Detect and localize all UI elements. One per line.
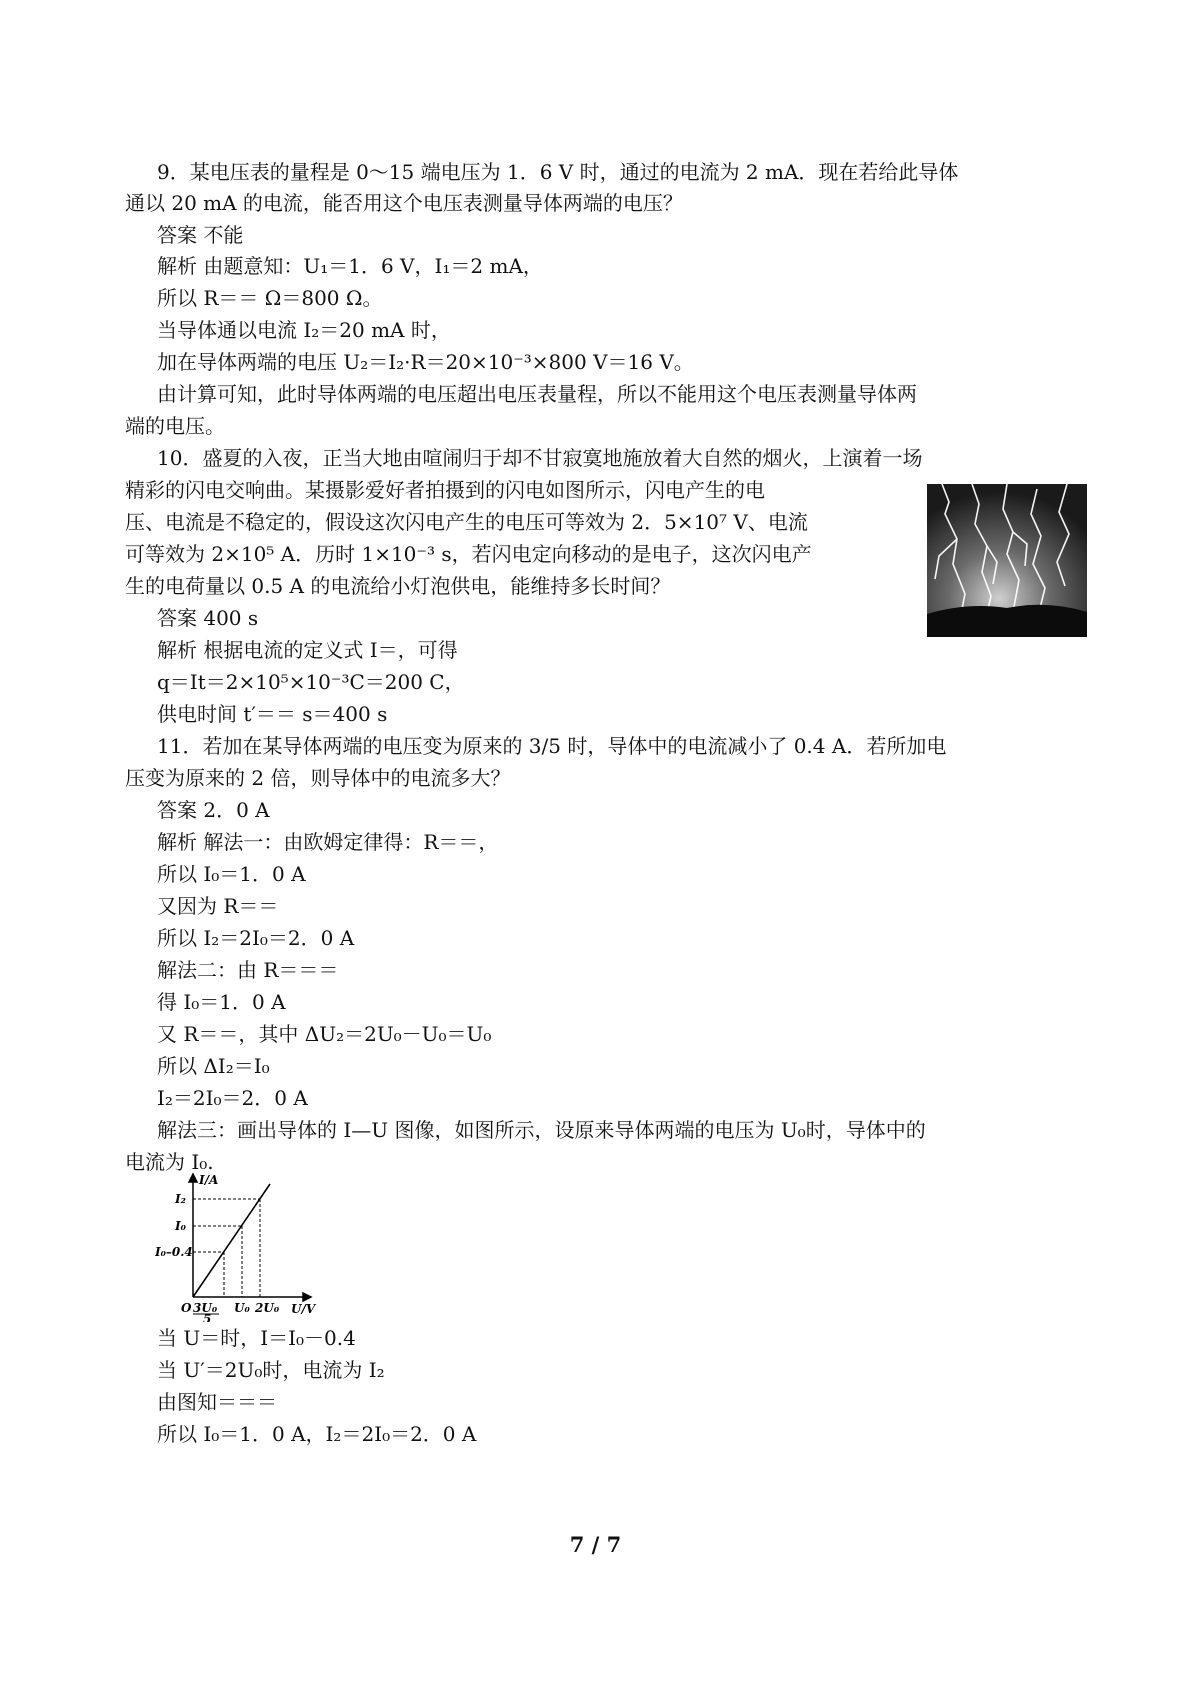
y-axis-label: I/A [199,1173,219,1187]
q9-solution-5: 由计算可知，此时导体两端的电压超出电压表量程，所以不能用这个电压表测量导体两 [157,382,917,406]
q11-solution-12: 当 U＝时，I＝I₀－0.4 [157,1326,356,1350]
q9-solution-6: 端的电压。 [125,414,225,438]
tick-3u0-denominator: 5 [203,1312,212,1322]
origin-label: O [181,1301,192,1315]
q10-line-4: 可等效为 2×10⁵ A．历时 1×10⁻³ s，若闪电定向移动的是电子，这次闪电产 [125,542,812,566]
x-axis-arrow [303,1293,311,1301]
q9-answer: 答案 不能 [157,223,244,247]
q10-line-1: 10．盛夏的入夜，正当大地由喧闹归于却不甘寂寞地施放着大自然的烟火，上演着一场 [157,446,923,470]
q11-solution-13: 当 U′＝2U₀时，电流为 I₂ [157,1358,385,1382]
q11-solution-14: 由图知＝＝＝ [157,1390,277,1414]
q10-solution-3: 供电时间 t′＝＝ s＝400 s [157,702,388,726]
q11-solution-6: 得 I₀＝1．0 A [157,990,286,1014]
y-axis-arrow [189,1174,197,1182]
q11-answer: 答案 2．0 A [157,798,270,822]
q11-solution-15: 所以 I₀＝1．0 A，I₂＝2I₀＝2．0 A [157,1422,477,1446]
q10-line-2: 精彩的闪电交响曲。某摄影爱好者拍摄到的闪电如图所示，闪电产生的电 [125,478,765,502]
q10-line-3: 压、电流是不稳定的，假设这次闪电产生的电压可等效为 2．5×10⁷ V、电流 [125,510,808,534]
q11-solution-8: 所以 ΔI₂＝I₀ [157,1054,270,1078]
q9-solution-4: 加在导体两端的电压 U₂＝I₂·R＝20×10⁻³×800 V＝16 V。 [157,350,694,374]
q9-solution-1: 解析 由题意知：U₁＝1．6 V，I₁＝2 mA， [157,254,543,278]
q11-solution-4: 所以 I₂＝2I₀＝2．0 A [157,926,355,950]
i-u-line [193,1184,270,1297]
q11-solution-11: 电流为 I₀. [125,1150,214,1174]
q11-solution-1: 解析 解法一：由欧姆定律得：R＝＝， [157,830,499,854]
q10-solution-1: 解析 根据电流的定义式 I＝，可得 [157,638,458,662]
q11-line-2: 压变为原来的 2 倍，则导体中的电流多大？ [125,766,511,790]
tick-u0: U₀ [234,1301,250,1315]
lightning-photo [927,484,1087,637]
tick-i0-minus-0.4: I₀–0.4 [155,1245,193,1259]
q10-solution-2: q＝It＝2×10⁵×10⁻³C＝200 C， [157,670,465,694]
q11-solution-7: 又 R＝＝，其中 ΔU₂＝2U₀－U₀＝U₀ [157,1022,492,1046]
q11-solution-5: 解法二：由 R＝＝＝ [157,958,339,982]
q11-solution-2: 所以 I₀＝1．0 A [157,862,306,886]
q11-line-1: 11．若加在某导体两端的电压变为原来的 3/5 时，导体中的电流减小了 0.4 A．若所加电 [157,734,947,758]
q9-solution-2: 所以 R＝＝ Ω＝800 Ω。 [157,286,383,310]
tick-2u0: 2U₀ [255,1301,280,1315]
q9-line-1: 9．某电压表的量程是 0～15 端电压为 1．6 V 时，通过的电流为 2 mA．现在若给此导体 [157,160,959,184]
q11-solution-9: I₂＝2I₀＝2．0 A [157,1086,308,1110]
q10-answer: 答案 400 s [157,606,259,630]
q10-line-5: 生的电荷量以 0.5 A 的电流给小灯泡供电，能维持多长时间？ [125,574,671,598]
q11-solution-3: 又因为 R＝＝ [157,894,279,918]
i-u-graph [155,1172,330,1322]
x-axis-label: U/V [291,1302,316,1316]
page-number: 7 / 7 [569,1532,622,1557]
tick-i0: I₀ [175,1219,186,1233]
tick-3u0: 3U₀ [193,1301,218,1315]
tick-i2: I₂ [175,1192,186,1206]
q9-line-2: 通以 20 mA 的电流，能否用这个电压表测量导体两端的电压？ [125,191,683,215]
q11-solution-10: 解法三：画出导体的 I—U 图像，如图所示，设原来导体两端的电压为 U₀时，导体中的 [157,1118,926,1142]
q9-solution-3: 当导体通以电流 I₂＝20 mA 时， [157,318,451,342]
